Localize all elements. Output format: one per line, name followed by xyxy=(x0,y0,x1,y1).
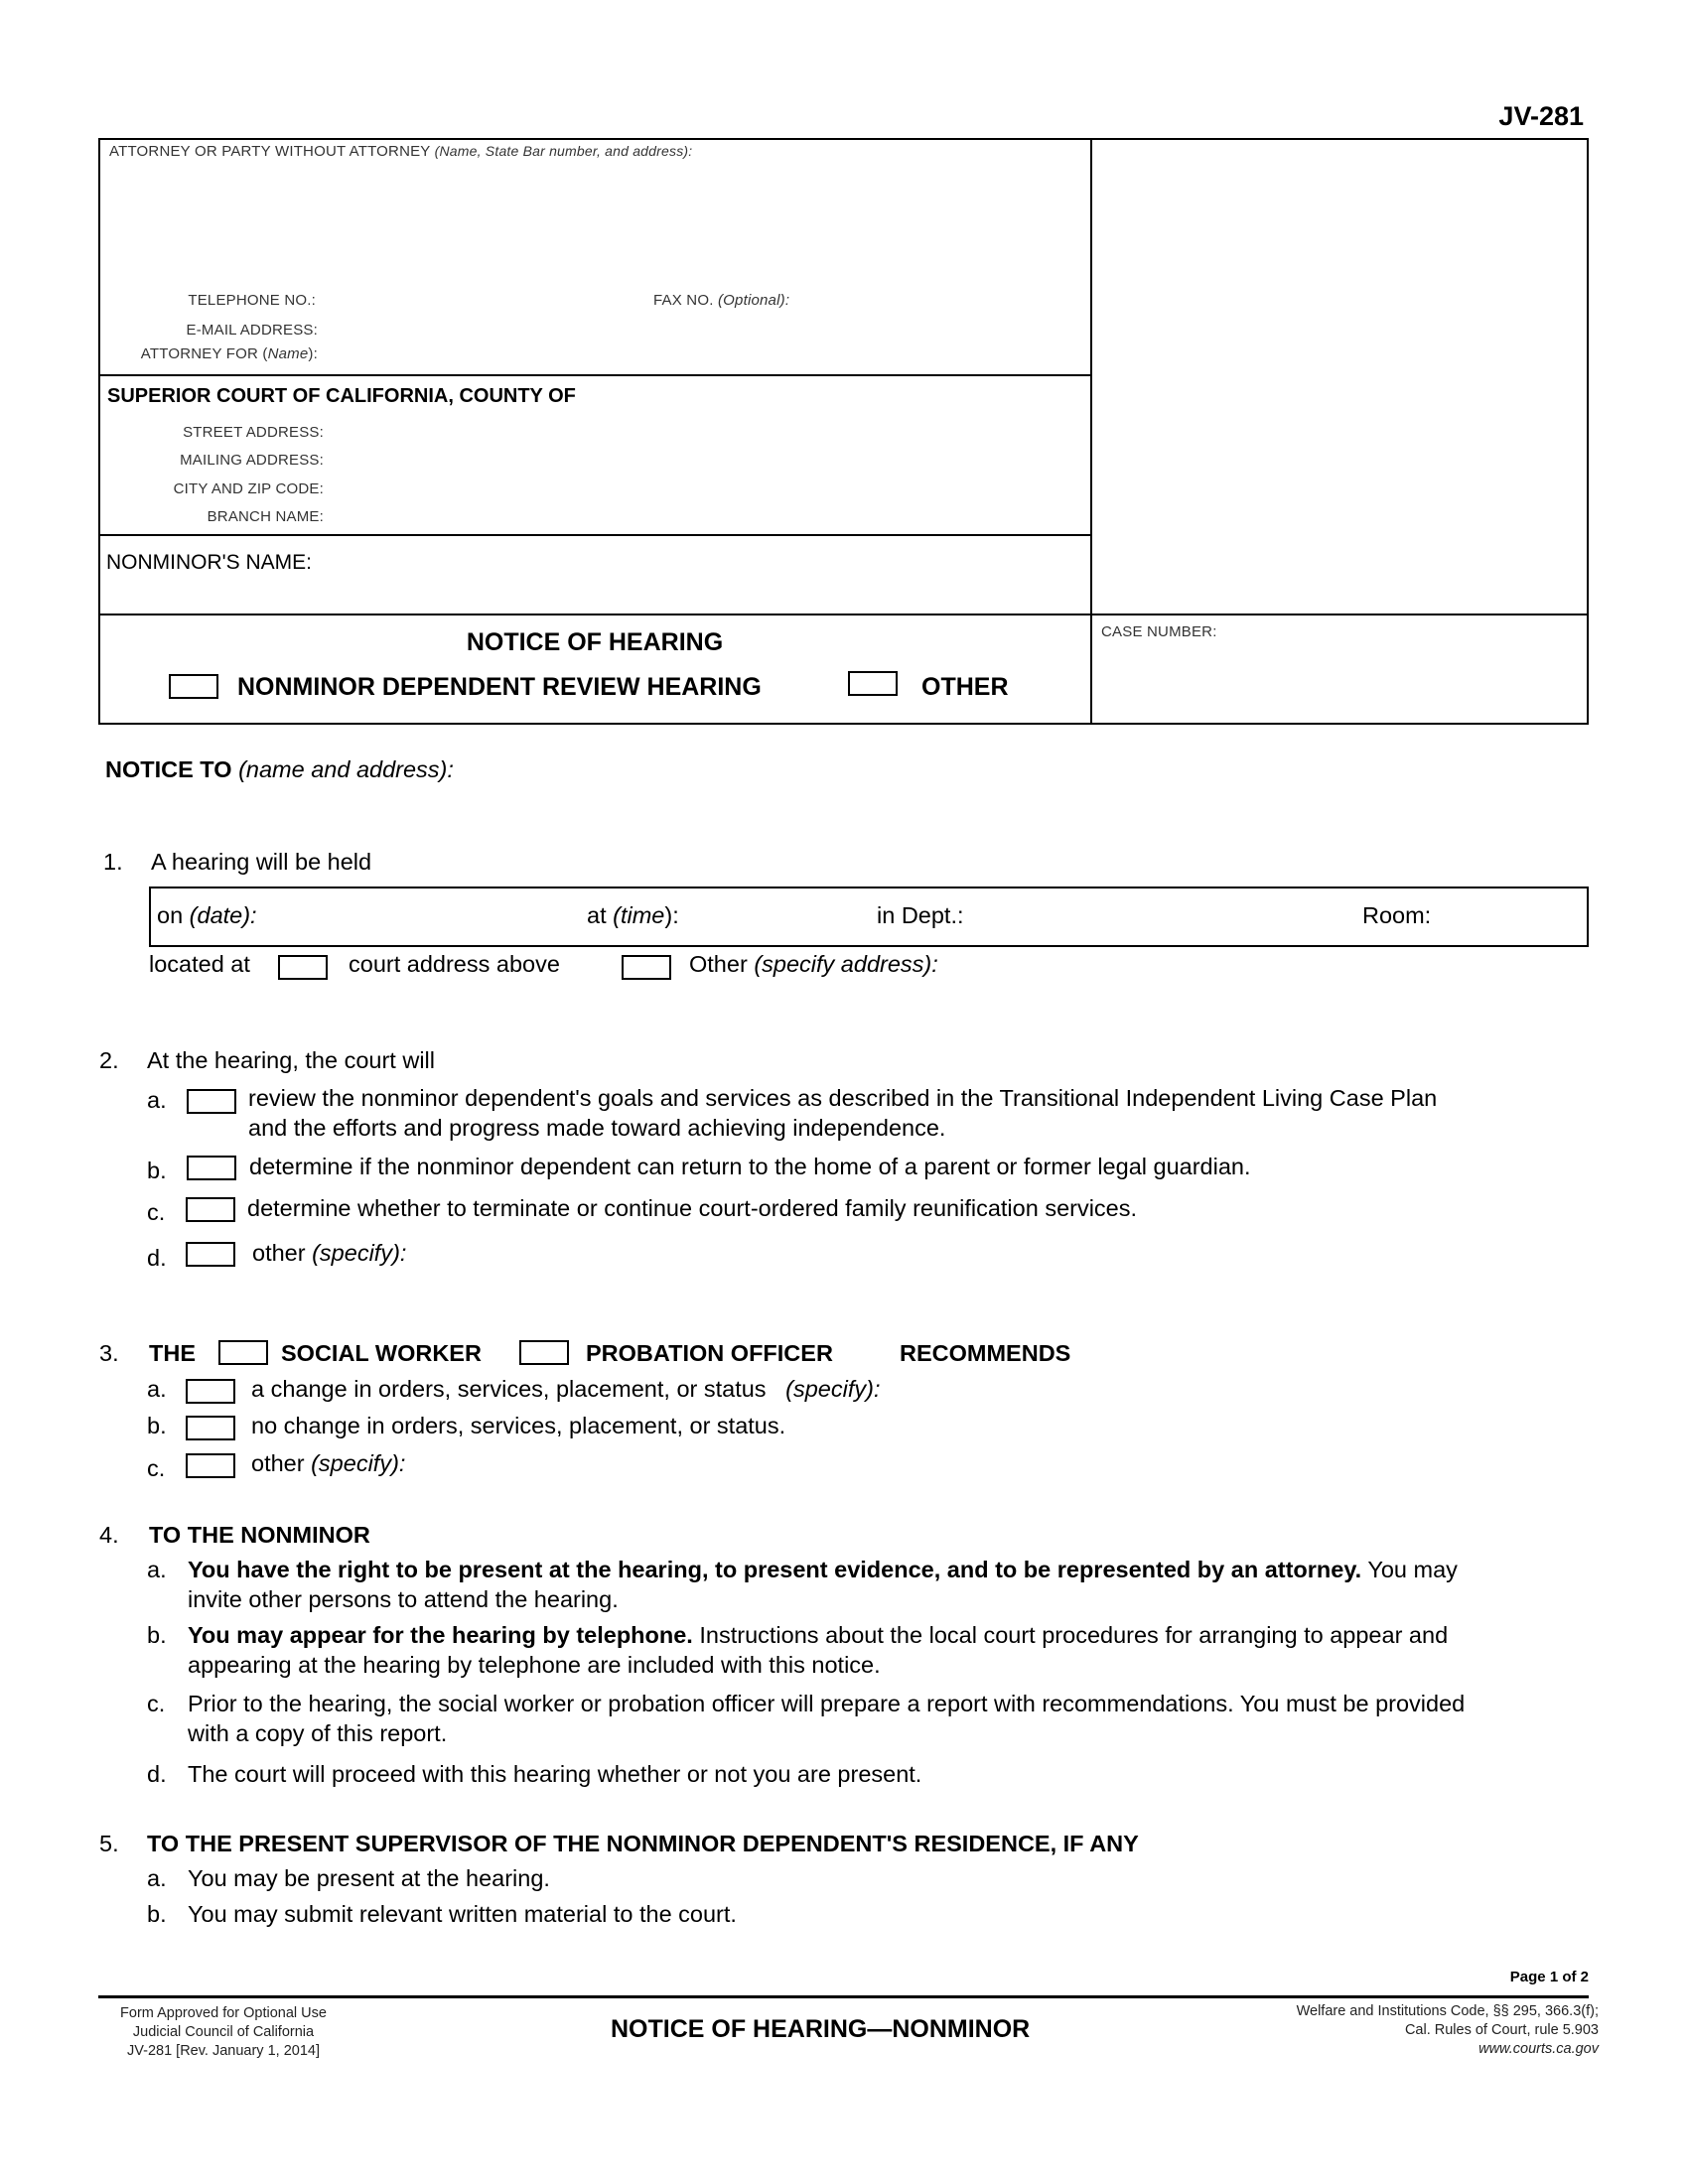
item-5-heading: TO THE PRESENT SUPERVISOR OF THE NONMINOR DEPENDENT'S RESIDENCE, IF ANY xyxy=(147,1831,1139,1856)
item-4b-letter: b. xyxy=(147,1622,167,1648)
attorney-label: ATTORNEY OR PARTY WITHOUT ATTORNEY (Name, State Bar number, and address): xyxy=(109,143,693,160)
footer-left xyxy=(99,2004,348,2061)
located-at-label: located at xyxy=(149,951,250,977)
item-2b-checkbox[interactable] xyxy=(187,1156,236,1180)
item-2a-text-line2: and the efforts and progress made toward achieving independence. xyxy=(248,1115,946,1141)
caption-divider-court xyxy=(98,374,1091,376)
hearing-room-field[interactable]: Room: xyxy=(1362,902,1432,928)
other-address-checkbox[interactable] xyxy=(622,955,671,980)
item-3a-text: a change in orders, services, placement, or status (specify): xyxy=(251,1376,881,1402)
item-4d-letter: d. xyxy=(147,1761,167,1787)
footer-left-line1: Form Approved for Optional Use xyxy=(120,2005,327,2021)
other-hearing-checkbox[interactable] xyxy=(848,671,898,696)
item-3a-letter: a. xyxy=(147,1376,167,1402)
item-4d-text: The court will proceed with this hearing whether or not you are present. xyxy=(188,1761,922,1787)
review-hearing-label: NONMINOR DEPENDENT REVIEW HEARING xyxy=(237,673,762,701)
item-1-number: 1. xyxy=(103,849,123,875)
item-4a-text-line1: You have the right to be present at the hearing, to present evidence, and to be represented by an attorney. You may xyxy=(188,1557,1458,1582)
telephone-label: TELEPHONE NO.: xyxy=(188,292,316,309)
item-3-the: THE xyxy=(149,1340,196,1366)
item-3c-checkbox[interactable] xyxy=(186,1453,235,1478)
item-4b-text-line1: You may appear for the hearing by telephone. Instructions about the local court procedures for arranging to appear and xyxy=(188,1622,1449,1648)
item-4c-letter: c. xyxy=(147,1691,166,1716)
item-3b-checkbox[interactable] xyxy=(186,1416,235,1440)
item-5a-letter: a. xyxy=(147,1865,167,1891)
footer-citation-1: Welfare and Institutions Code, §§ 295, 366.3(f); xyxy=(1296,2003,1599,2019)
court-title: SUPERIOR COURT OF CALIFORNIA, COUNTY OF xyxy=(107,385,576,407)
social-worker-label: SOCIAL WORKER xyxy=(281,1340,482,1366)
hearing-dept-field[interactable]: in Dept.: xyxy=(877,902,964,928)
item-2a-checkbox[interactable] xyxy=(187,1089,236,1114)
branch-name-label: BRANCH NAME: xyxy=(207,508,324,525)
item-4-heading: TO THE NONMINOR xyxy=(149,1522,370,1548)
item-4-number: 4. xyxy=(99,1522,119,1548)
item-2d-letter: d. xyxy=(147,1245,167,1271)
footer-right xyxy=(1192,2002,1599,2059)
item-2c-letter: c. xyxy=(147,1199,166,1225)
mailing-address-label: MAILING ADDRESS: xyxy=(180,452,324,469)
item-4a-text-line2: invite other persons to attend the hearing. xyxy=(188,1586,619,1612)
form-title: NOTICE OF HEARING xyxy=(466,628,724,656)
footer-rule xyxy=(98,1995,1589,1998)
item-2-text: At the hearing, the court will xyxy=(147,1047,435,1073)
item-3c-text: other (specify): xyxy=(251,1450,406,1476)
form-number: JV-281 xyxy=(1498,101,1584,131)
page-number: Page 1 of 2 xyxy=(1509,1969,1589,1985)
item-4b-text-line2: appearing at the hearing by telephone are included with this notice. xyxy=(188,1652,881,1678)
item-3b-letter: b. xyxy=(147,1413,167,1438)
other-address-label: Other (specify address): xyxy=(689,951,938,977)
hearing-date-field[interactable]: on (date): xyxy=(157,902,257,928)
item-1-text: A hearing will be held xyxy=(151,849,372,875)
item-4c-text-line1: Prior to the hearing, the social worker or probation officer will prepare a report with recommendations. You must be provided xyxy=(188,1691,1466,1716)
other-hearing-label: OTHER xyxy=(921,673,1009,701)
review-hearing-checkbox[interactable] xyxy=(169,674,218,699)
city-zip-label: CITY AND ZIP CODE: xyxy=(173,480,324,497)
item-5a-text: You may be present at the hearing. xyxy=(188,1865,550,1891)
item-3-number: 3. xyxy=(99,1340,119,1366)
probation-officer-label: PROBATION OFFICER xyxy=(586,1340,833,1366)
caption-divider-title xyxy=(98,614,1589,615)
footer-left-line2: Judicial Council of California xyxy=(132,2024,315,2040)
item-2c-checkbox[interactable] xyxy=(186,1197,235,1222)
item-2a-letter: a. xyxy=(147,1087,167,1113)
item-2d-text: other (specify): xyxy=(252,1240,407,1266)
footer-left-line3: JV-281 [Rev. January 1, 2014] xyxy=(127,2043,320,2059)
item-2a-text-line1: review the nonminor dependent's goals and services as described in the Transitional Independent Living Case Plan xyxy=(248,1085,1438,1111)
item-3b-text: no change in orders, services, placement, or status. xyxy=(251,1413,786,1438)
item-3c-letter: c. xyxy=(147,1455,166,1481)
item-2d-checkbox[interactable] xyxy=(186,1242,235,1267)
item-5-number: 5. xyxy=(99,1831,119,1856)
notice-to: NOTICE TO (name and address): xyxy=(105,756,454,782)
item-5b-text: You may submit relevant written material to the court. xyxy=(188,1901,737,1927)
item-4c-text-line2: with a copy of this report. xyxy=(188,1720,448,1746)
court-address-checkbox[interactable] xyxy=(278,955,328,980)
recommends-label: RECOMMENDS xyxy=(900,1340,1071,1366)
attorney-for-label: ATTORNEY FOR (Name): xyxy=(140,345,318,362)
footer-citation-2: Cal. Rules of Court, rule 5.903 xyxy=(1404,2022,1599,2038)
item-4a-letter: a. xyxy=(147,1557,167,1582)
footer-website-link[interactable]: www.courts.ca.gov xyxy=(1478,2041,1599,2057)
footer-title: NOTICE OF HEARING—NONMINOR xyxy=(611,2015,1031,2043)
item-5b-letter: b. xyxy=(147,1901,167,1927)
item-3a-checkbox[interactable] xyxy=(186,1379,235,1404)
item-2c-text: determine whether to terminate or continue court-ordered family reunification services. xyxy=(247,1195,1138,1221)
fax-label: FAX NO. (Optional): xyxy=(653,292,790,309)
case-number-label: CASE NUMBER: xyxy=(1101,623,1217,640)
email-label: E-MAIL ADDRESS: xyxy=(186,322,318,339)
item-2-number: 2. xyxy=(99,1047,119,1073)
item-2b-text: determine if the nonminor dependent can return to the home of a parent or former legal guardian. xyxy=(249,1154,1251,1179)
street-address-label: STREET ADDRESS: xyxy=(183,424,324,441)
social-worker-checkbox[interactable] xyxy=(218,1340,268,1365)
court-address-label: court address above xyxy=(349,951,560,977)
caption-divider-name xyxy=(98,534,1091,536)
hearing-time-field[interactable]: at (time): xyxy=(587,902,679,928)
item-2b-letter: b. xyxy=(147,1158,167,1183)
probation-officer-checkbox[interactable] xyxy=(519,1340,569,1365)
nonminor-name-label: NONMINOR'S NAME: xyxy=(106,551,313,574)
